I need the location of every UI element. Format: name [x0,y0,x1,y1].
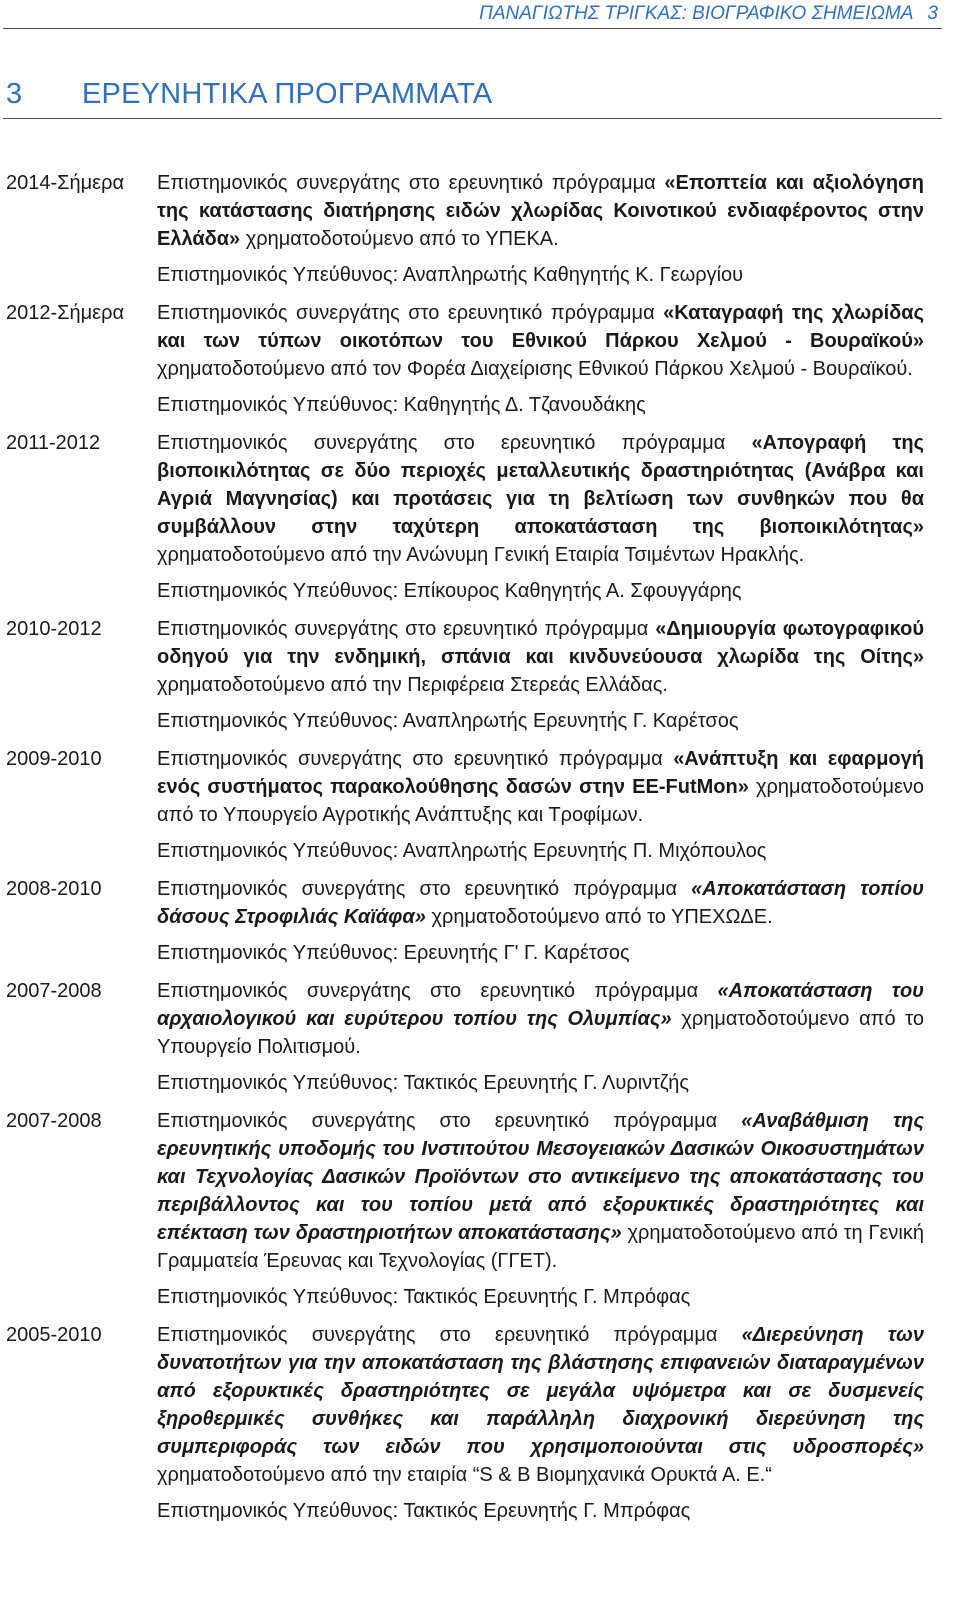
project-entry [6,615,924,735]
project-description [157,1107,924,1275]
project-responsible: Επιστημονικός Υπεύθυνος: Τακτικός Ερευνητής Γ. Μπρόφας [157,1500,691,1522]
project-funding: χρηματοδοτούμενο από τη Γενική Γραμματεία Έρευνας και Τεχνολογίας (ΓΓΕΤ). [157,1222,925,1272]
project-title: «Αποκατάσταση τοπίου δάσους Στροφιλιάς Καϊάφα» [157,878,924,928]
project-funding: χρηματοδοτούμενο από το ΥΠΕΚΑ. [240,228,559,250]
project-title: «Δημιουργία φωτογραφικού οδηγού για την ενδημική, σπάνια και κινδυνεύουσα χλωρίδα της Οίτης» [157,618,925,668]
section-title: ΕΡΕΥΝΗΤΙΚΑ ΠΡΟΓΡΑΜΜΑΤΑ [82,78,493,110]
project-responsible: Επιστημονικός Υπεύθυνος: Τακτικός Ερευνητής Γ. Μπρόφας [157,1286,691,1308]
project-funding: χρηματοδοτούμενο από την Περιφέρεια Στερεάς Ελλάδας. [157,674,668,696]
project-years: 2010-2012 [6,618,102,640]
project-funding: χρηματοδοτούμενο από το ΥΠΕΧΩΔΕ. [425,906,773,928]
project-entry [6,977,924,1097]
project-responsible: Επιστημονικός Υπεύθυνος: Καθηγητής Δ. Τζανουδάκης [157,394,646,416]
project-description [157,1321,924,1489]
project-entry [6,299,924,419]
project-years: 2007-2008 [6,980,102,1002]
project-responsible: Επιστημονικός Υπεύθυνος: Ερευνητής Γ' Γ. Καρέτσος [157,942,630,964]
project-years: 2009-2010 [6,748,102,770]
project-lead: Επιστημονικός συνεργάτης στο ερευνητικό πρόγραμμα [157,878,692,900]
project-lead: Επιστημονικός συνεργάτης στο ερευνητικό πρόγραμμα [157,1110,742,1132]
project-description [157,615,924,699]
project-title: «Ανάπτυξη και εφαρμογή ενός συστήματος παρακολούθησης δασών στην ΕΕ-FutMon» [157,748,924,798]
project-description [157,429,924,569]
project-title: «Αναβάθμιση της ερευνητικής υποδομής του Ινστιτούτου Μεσογειακών Δασικών Οικοσυστημάτων και Τεχνολογίας Δασικών Προϊόντων στο αντικείμενο της αποκατάστασης του περιβάλλοντος και του τοπίου μετά από εξορυκτικές δραστηριότητες και επέκταση των δραστηριοτήτων αποκατάστασης» [157,1110,925,1244]
running-title: ΠΑΝΑΓΙΩΤΗΣ ΤΡΙΓΚΑΣ: ΒΙΟΓΡΑΦΙΚΟ ΣΗΜΕΙΩΜΑ [479,3,914,24]
project-responsible: Επιστημονικός Υπεύθυνος: Αναπληρωτής Ερευνητής Γ. Καρέτσος [157,710,739,732]
project-lead: Επιστημονικός συνεργάτης στο ερευνητικό πρόγραμμα [157,302,664,324]
section-heading [6,78,492,111]
project-description [157,169,924,253]
running-header [479,0,938,28]
project-responsible: Επιστημονικός Υπεύθυνος: Επίκουρος Καθηγητής Α. Σφουγγάρης [157,580,742,602]
project-lead: Επιστημονικός συνεργάτης στο ερευνητικό πρόγραμμα [157,618,656,640]
project-entry [6,1321,924,1525]
header-rule [3,28,942,29]
project-title: «Αποκατάσταση του αρχαιολογικού και ευρύτερου τοπίου της Ολυμπίας» [157,980,925,1030]
project-years: 2012-Σήμερα [6,302,125,324]
project-lead: Επιστημονικός συνεργάτης στο ερευνητικό πρόγραμμα [157,980,718,1002]
section-number: 3 [6,78,23,110]
project-funding: χρηματοδοτούμενο από το Υπουργείο Πολιτισμού. [157,1008,924,1058]
project-funding: χρηματοδοτούμενο από τον Φορέα Διαχείρισης Εθνικού Πάρκου Χελμού - Βουραϊκού. [157,358,913,380]
project-lead: Επιστημονικός συνεργάτης στο ερευνητικό πρόγραμμα [157,432,752,454]
project-title: «Διερεύνηση των δυνατοτήτων για την αποκατάσταση της βλάστησης επιφανειών διαταραγμένων από εξορυκτικές δραστηριότητες σε μεγάλα υψόμετρα και σε δυσμενείς ξηροθερμικές συνθήκες και παράλληλη διαχρονική διερεύνηση της συμπεριφοράς των ειδών που χρησιμοποιούνται στις υδροσπορές» [157,1324,924,1458]
project-years: 2011-2012 [6,432,101,454]
project-description [157,875,924,931]
project-responsible: Επιστημονικός Υπεύθυνος: Αναπληρωτής Ερευνητής Π. Μιχόπουλος [157,840,767,862]
project-entry [6,745,924,865]
project-entry [6,169,924,289]
project-description [157,977,924,1061]
project-responsible: Επιστημονικός Υπεύθυνος: Αναπληρωτής Καθηγητής Κ. Γεωργίου [157,264,744,286]
project-lead: Επιστημονικός συνεργάτης στο ερευνητικό πρόγραμμα [157,172,665,194]
project-years: 2008-2010 [6,878,102,900]
research-projects-list [6,169,924,1535]
project-funding: χρηματοδοτούμενο από την εταιρία “S & B Βιομηχανικά Ορυκτά Α. Ε.“ [157,1464,772,1486]
project-title: «Εποπτεία και αξιολόγηση της κατάστασης διατήρησης ειδών χλωρίδας Κοινοτικού ενδιαφέροντος στην Ελλάδα» [157,172,924,250]
project-entry [6,429,924,605]
project-title: «Καταγραφή της χλωρίδας και των τύπων οικοτόπων του Εθνικού Πάρκου Χελμού - Βουραϊκού» [157,302,925,352]
project-entry [6,875,924,967]
page-number: 3 [927,3,938,24]
project-responsible: Επιστημονικός Υπεύθυνος: Τακτικός Ερευνητής Γ. Λυριντζής [157,1072,690,1094]
project-years: 2007-2008 [6,1110,102,1132]
project-description [157,745,924,829]
project-description [157,299,924,383]
project-title: «Απογραφή της βιοποικιλότητας σε δύο περιοχές μεταλλευτικής δραστηριότητας (Ανάβρα και Αγριά Μαγνησίας) και προτάσεις για τη βελτίωση των συνθηκών που θα συμβάλλουν στην ταχύτερη αποκατάσταση της βιοποικιλότητας» [157,432,925,538]
project-funding: χρηματοδοτούμενο από την Ανώνυμη Γενική Εταιρία Τσιμέντων Ηρακλής. [157,544,805,566]
project-entry [6,1107,924,1311]
project-years: 2014-Σήμερα [6,172,125,194]
section-rule [3,118,942,119]
project-funding: χρηματοδοτούμενο από το Υπουργείο Αγροτικής Ανάπτυξης και Τροφίμων. [157,776,925,826]
project-years: 2005-2010 [6,1324,102,1346]
project-lead: Επιστημονικός συνεργάτης στο ερευνητικό πρόγραμμα [157,1324,742,1346]
project-lead: Επιστημονικός συνεργάτης στο ερευνητικό πρόγραμμα [157,748,674,770]
